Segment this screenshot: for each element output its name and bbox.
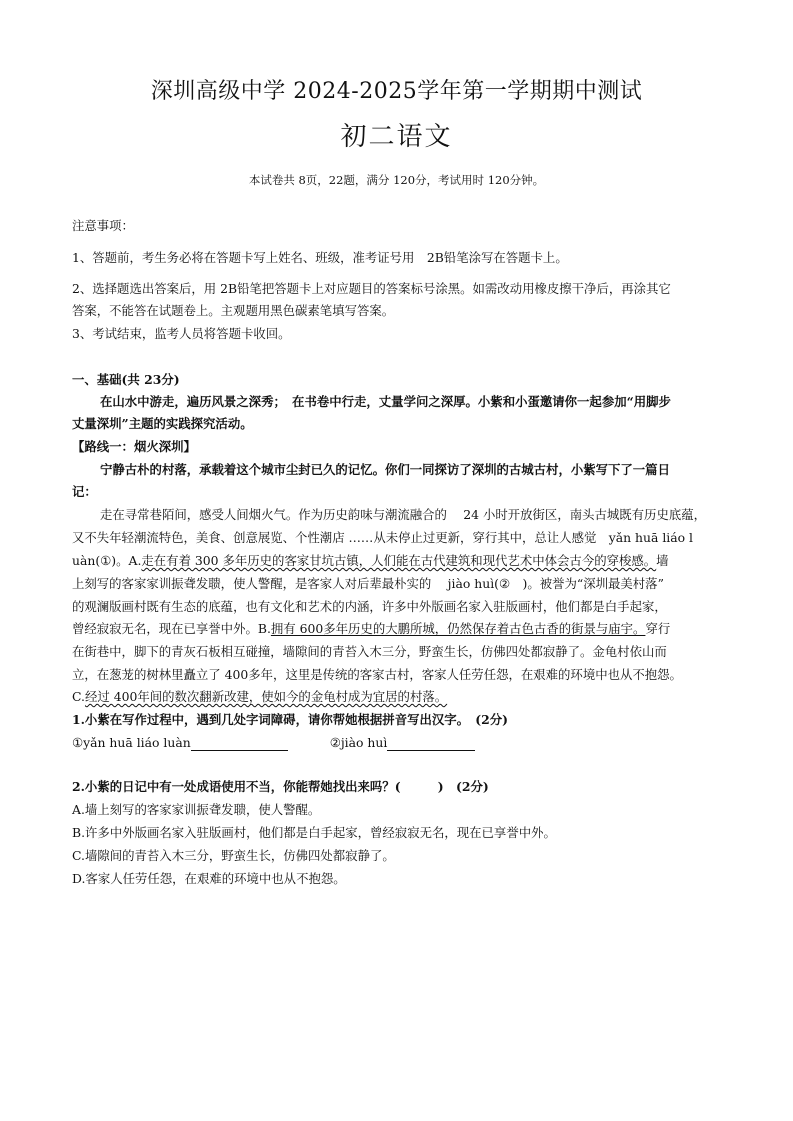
option-d: D.客家人任劳任怨，在艰难的环境中也从不抱怨。 [72, 871, 346, 886]
diary-line-5: 的观澜版画村既有生态的底蕴，也有文化和艺术的内涵，许多中外版画名家入驻版画村，他们都是白手起家， [72, 599, 667, 614]
notice-item-3: 3、考试结束，监考人员将答题卡收回。 [72, 326, 291, 341]
section-intro-1: 在山水中游走，遍历风景之深秀； 在书卷中行走，丈量学问之深厚。小紫和小蛋邀请你一起参加“用脚步 [100, 394, 671, 409]
question-2-stem: 2.小紫的日记中有一处成语使用不当，你能帮她找出来吗？( ) (2分) [72, 779, 489, 794]
diary-line-3 [72, 553, 724, 569]
question-1-stem: 1.小紫在写作过程中，遇到几处字词障碍，请你帮她根据拼音写出汉字。 (2分) [72, 712, 508, 727]
option-a: A.墙上刻写的客家家训振聋发聩，使人警醒。 [72, 802, 321, 817]
sentence-c-marked: 经过 400年间的数次翻新改建，使如今的金龟村成为宜居的村落。 [84, 689, 448, 704]
notice-item-1: 1、答题前，考生务必将在答题卡写上姓名、班级，准考证号用 2B铅笔涂写在答题卡上。 [72, 250, 568, 265]
question-1-answers [72, 735, 724, 751]
answer-blank-2[interactable] [387, 736, 475, 751]
diary-line-9 [72, 689, 724, 705]
exam-title: 深圳高级中学 2024-2025学年第一学期期中测试 [150, 79, 643, 104]
diary-line-3-post: 墙 [656, 553, 669, 568]
diary-line-4: 上刻写的客家家训振聋发聩，使人警醒，是客家人对后辈最朴实的 jiào huì(② )。被誉为“深圳最美村落” [72, 576, 664, 591]
sentence-a-marked: 走在有着 300 多年历史的客家甘坑古镇，人们能在古代建筑和现代艺术中体会古今的穿梭感。 [141, 553, 657, 568]
diary-line-1: 走在寻常巷陌间，感受人间烟火气。作为历史韵味与潮流融合的 24 小时开放街区，南头古城既有历史底蕴， [100, 507, 707, 522]
route-para-1a: 宁静古朴的村落，承载着这个城市尘封已久的记忆。你们一同探访了深圳的古城古村，小紫写下了一篇日 [100, 462, 670, 477]
pinyin-1: ①yǎn huā liáo luàn [72, 735, 191, 750]
diary-line-2: 又不失年轻潮流特色，美食、创意展览、个性潮店 ……从未停止过更新，穿行其中，总让人感觉 yǎn huā liáo l [72, 530, 694, 545]
section-intro-2: 丈量深圳”主题的实践探究活动。 [72, 416, 253, 431]
diary-line-6-post: 穿行 [645, 621, 671, 636]
diary-line-6 [72, 621, 724, 637]
exam-meta: 本试卷共 8页，22题，满分 120分，考试用时 120分钟。 [248, 173, 545, 187]
diary-line-3-pre: uàn(①)。A. [72, 553, 142, 568]
section-heading: 一、基础(共 23分) [72, 372, 180, 387]
notice-heading: 注意事项： [72, 218, 134, 233]
pinyin-2: ②jiào huì [329, 735, 388, 750]
diary-line-7: 在街巷中，脚下的青灰石板相互碰撞，墙隙间的青苔入木三分，野蛮生长，仿佛四处都寂静了。金龟村依山而 [72, 644, 667, 659]
notice-item-2a: 2、选择题选出答案后，用 2B铅笔把答题卡上对应题目的答案标号涂黑。如需改动用橡皮擦干净后，再涂其它 [72, 281, 671, 296]
sentence-b-marked: 拥有 600多年历史的大鹏所城，仍然保存着古色古香的街景与庙宇。 [270, 621, 646, 636]
option-b: B.许多中外版画名家入驻版画村，他们都是白手起家，曾经寂寂无名，现在已享誉中外。 [72, 825, 556, 840]
diary-line-6-pre: 曾经寂寂无名，现在已享誉中外。B. [72, 621, 271, 636]
diary-line-9-pre: C. [72, 689, 85, 704]
exam-subtitle: 初二语文 [340, 122, 453, 152]
option-c: C.墙隙间的青苔入木三分，野蛮生长，仿佛四处都寂静了。 [72, 848, 395, 863]
route-para-1b: 记： [72, 484, 97, 499]
route-heading: 【路线一：烟火深圳】 [72, 439, 196, 454]
notice-item-2b: 答案，不能答在试题卷上。主观题用黑色碳素笔填写答案。 [72, 303, 395, 318]
answer-blank-1[interactable] [191, 736, 288, 751]
diary-line-8: 立，在葱茏的树林里矗立了 400多年，这里是传统的客家古村，客家人任劳任怨，在艰难的环境中也从不抱怨。 [72, 667, 682, 682]
